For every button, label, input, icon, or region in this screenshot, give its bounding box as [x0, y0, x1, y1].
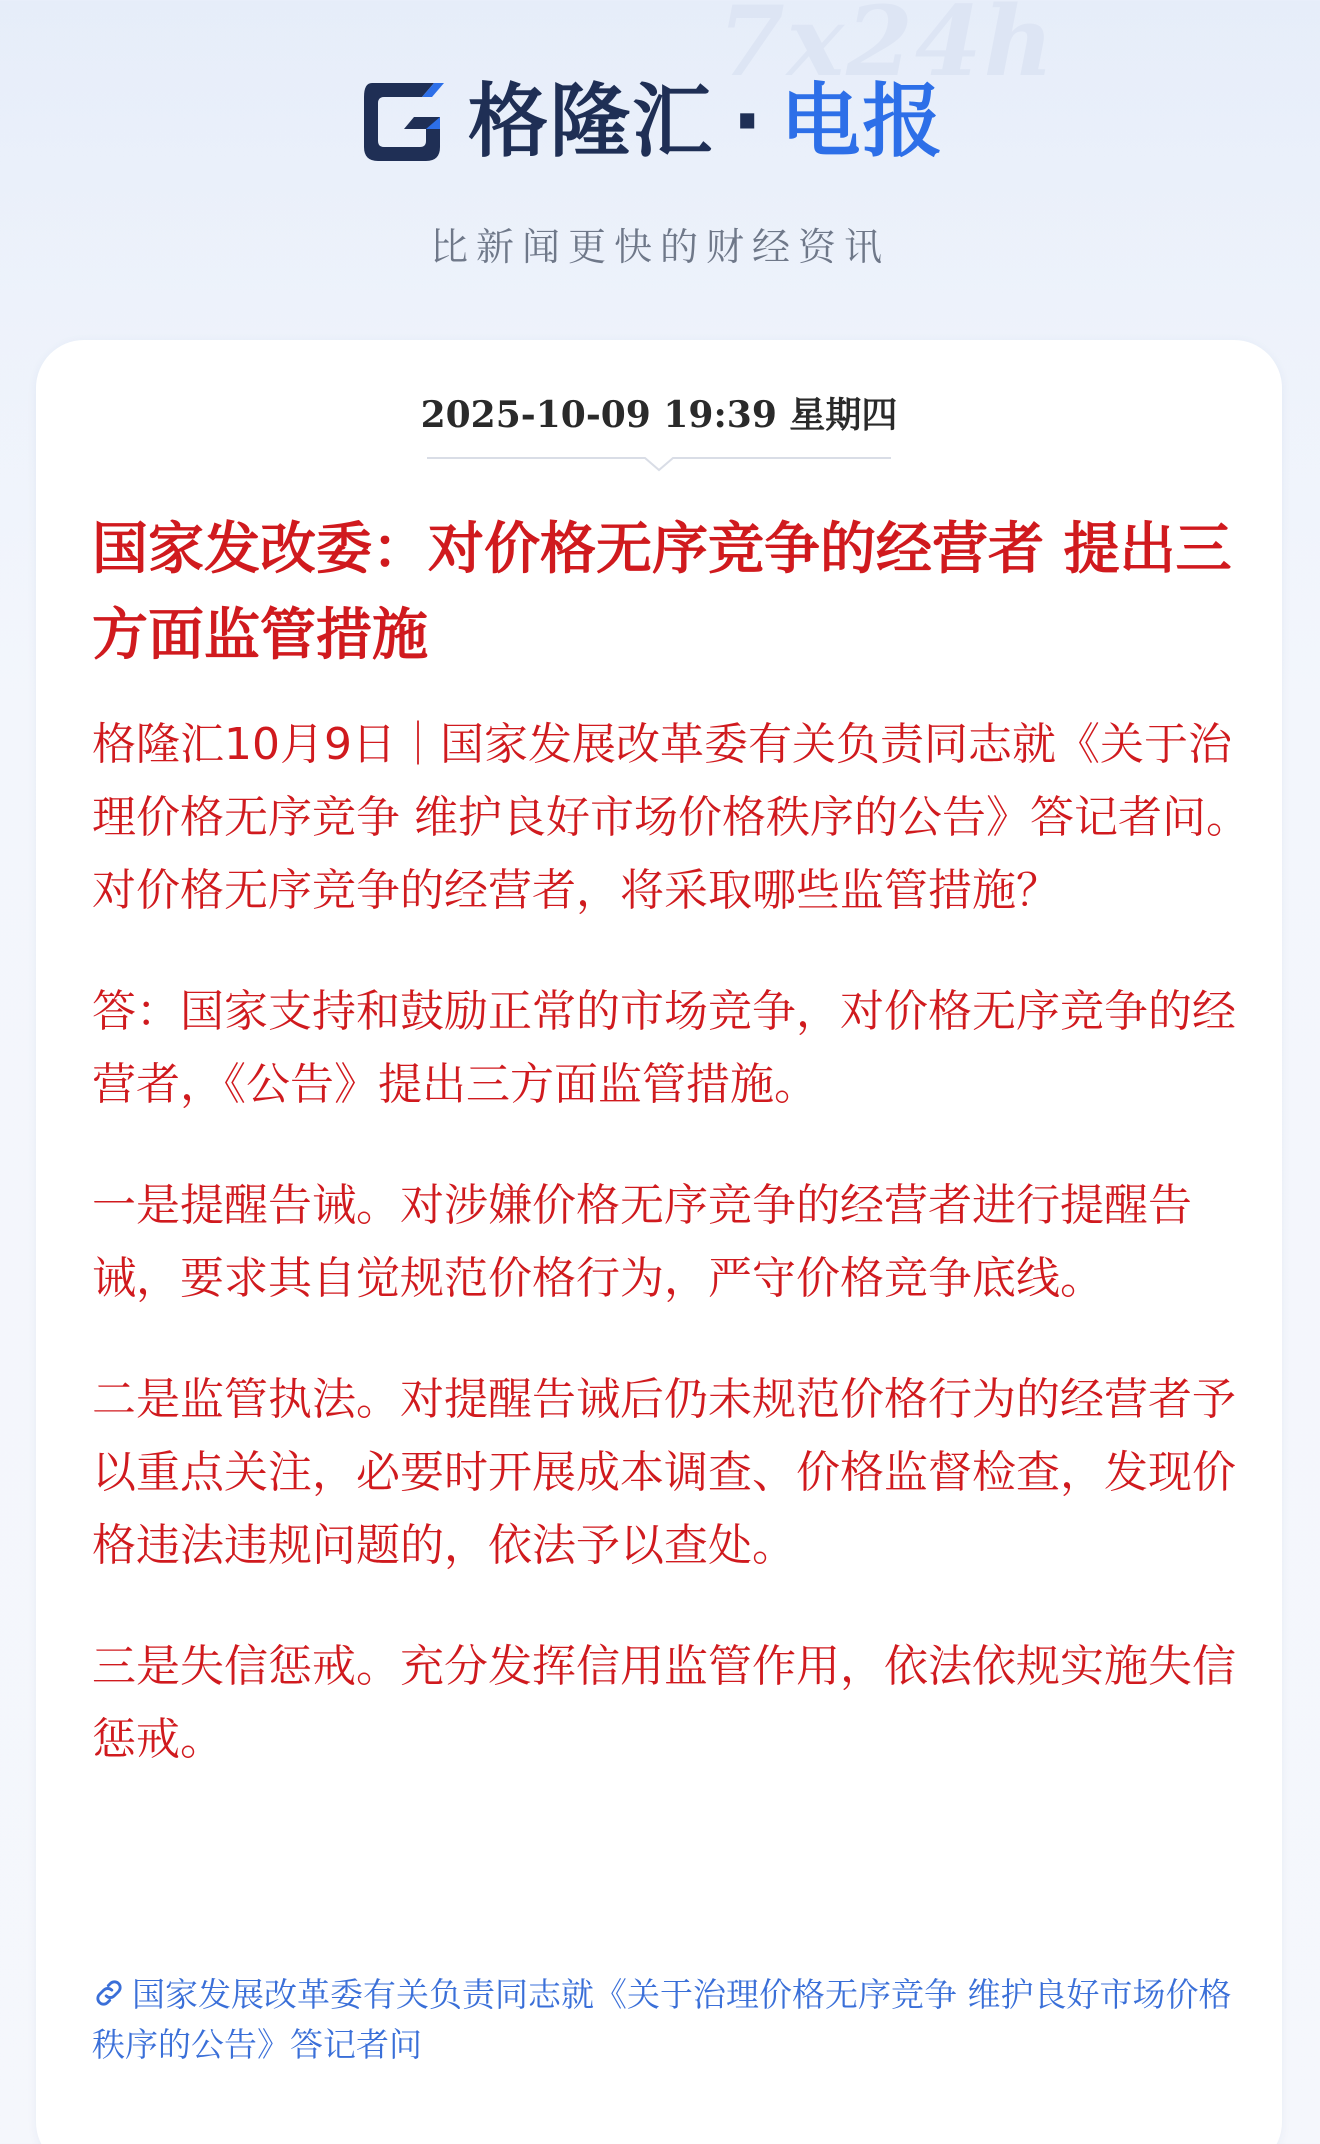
brand-subtitle: 电报 — [780, 75, 945, 168]
datetime-divider — [427, 456, 891, 476]
glh-g-logo-icon — [360, 77, 450, 167]
brand-separator: · — [732, 75, 763, 168]
article-paragraph: 一是提醒告诫。对涉嫌价格无序竞争的经营者进行提醒告诫，要求其自觉规范价格行为，严守价格竞争底线。 — [92, 1180, 1192, 1304]
article-paragraph: 格隆汇10月9日｜国家发展改革委有关负责同志就《关于治理价格无序竞争 维护良好市场价格秩序的公告》答记者问。对价格无序竞争的经营者，将采取哪些监管措施？ — [92, 719, 1250, 916]
article-paragraph: 二是监管执法。对提醒告诫后仍未规范价格行为的经营者予以重点关注，必要时开展成本调查、价格监督检查，发现价格违法违规问题的，依法予以查处。 — [92, 1374, 1236, 1571]
source-link[interactable] — [92, 1970, 1252, 2070]
article-paragraph: 三是失信惩戒。充分发挥信用监管作用，依法依规实施失信惩戒。 — [92, 1641, 1236, 1765]
watermark-7x24h: 7x24h — [718, 0, 1056, 98]
brand-name: 格隆汇 — [468, 75, 714, 168]
source-link-text[interactable]: 国家发展改革委有关负责同志就《关于治理价格无序竞争 维护良好市场价格秩序的公告》答记者问 — [92, 1975, 1232, 2064]
link-icon — [92, 1976, 126, 2010]
article-paragraph: 答：国家支持和鼓励正常的市场竞争，对价格无序竞争的经营者，《公告》提出三方面监管措施。 — [92, 986, 1236, 1110]
slogan: 比新闻更快的财经资讯 — [429, 225, 890, 269]
page-header — [0, 0, 1320, 320]
article-headline: 国家发改委：对价格无序竞争的经营者 提出三方面监管措施 — [92, 516, 1232, 668]
news-card — [36, 340, 1282, 2144]
brand-lockup — [360, 72, 944, 172]
article-body — [92, 708, 1272, 1824]
publish-datetime: 2025-10-09 19:39 星期四 — [420, 394, 898, 436]
